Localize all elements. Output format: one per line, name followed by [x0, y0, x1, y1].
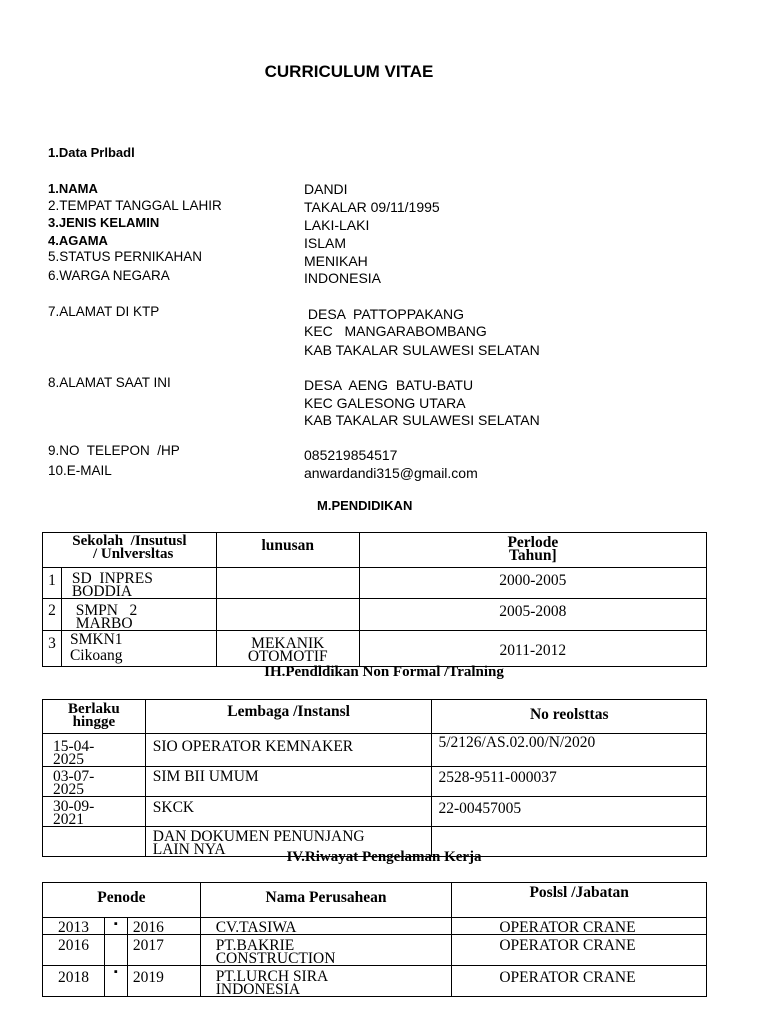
header-nama-perusahaan: Nama Perusahean	[200, 883, 452, 918]
table-row	[43, 767, 707, 797]
label-alamat-saat-ini: 8.ALAMAT SAAT INI	[48, 375, 171, 390]
page-title: CURRICULUM VITAE	[264, 62, 434, 81]
value-jenis-kelamin: LAKI-LAKI	[304, 217, 370, 233]
value-status-pernikahan: MENIKAH	[304, 253, 368, 269]
header-no-registrasi: No reolsttas	[432, 700, 707, 734]
label-warga-negara: 6.WARGA NEGARA	[48, 268, 170, 283]
value-telepon: 085219854517	[304, 447, 398, 463]
period-from: 2016	[43, 935, 105, 966]
valid-until: 03-07- 2025	[43, 767, 146, 797]
company-name: PT.BAKRIE CONSTRUCTION	[200, 935, 452, 966]
registration-number: 22-00457005	[432, 797, 707, 827]
label-nama: 1.NAMA	[48, 181, 98, 196]
header-periode: Perlode Tahun]	[359, 533, 706, 568]
alamat-ktp-line-1: DESA PATTOPPAKANG	[304, 306, 465, 322]
valid-until: 15-04- 2025	[43, 734, 146, 767]
institution: DAN DOKUMEN PENUNJANG LAIN NYA	[145, 827, 432, 857]
period-separator: ▪	[104, 918, 127, 935]
registration-number: 2528-9511-000037	[432, 767, 707, 797]
table-row	[43, 734, 707, 767]
pendidikan-table	[42, 532, 707, 667]
value-warga-negara: INDONESIA	[304, 270, 382, 286]
institution: SIM BII UMUM	[145, 767, 432, 797]
header-jurusan: lunusan	[216, 533, 359, 568]
alamat-ktp-line-2: KEC MANGARABOMBANG	[304, 323, 487, 339]
period-to: 2019	[127, 966, 200, 997]
section-heading-non-formal: IH.Pendldikan Non Formal /Tralning	[264, 664, 504, 680]
table-row	[43, 797, 707, 827]
section-heading-pengalaman: IV.Riwayat Pengelaman Kerja	[286, 849, 482, 865]
company-name: PT.LURCH SIRA INDONESIA	[200, 966, 452, 997]
period: 2005-2008	[359, 599, 706, 631]
institution: SKCK	[145, 797, 432, 827]
table-row	[43, 568, 707, 599]
header-lembaga: Lembaga /Instansl	[145, 700, 432, 734]
label-tempat-tanggal-lahir: 2.TEMPAT TANGGAL LAHIR	[48, 198, 222, 213]
label-alamat-ktp: 7.ALAMAT DI KTP	[48, 304, 160, 319]
label-telepon: 9.NO TELEPON /HP	[48, 443, 180, 458]
position: OPERATOR CRANE	[452, 935, 707, 966]
period: 2011-2012	[359, 631, 706, 667]
row-number: 3	[43, 631, 62, 667]
table-header-row	[43, 700, 707, 734]
table-header-row	[43, 533, 707, 568]
alamat-saat-line-1: DESA AENG BATU-BATU	[304, 377, 474, 393]
alamat-saat-line-2: KEC GALESONG UTARA	[304, 395, 466, 411]
period-separator	[104, 935, 127, 966]
label-jenis-kelamin: 3.JENIS KELAMIN	[48, 215, 160, 230]
section-heading-data-pribadi: 1.Data Prlbadl	[48, 145, 135, 160]
school-name: SD INPRES BODDIA	[61, 568, 216, 599]
school-name: SMPN 2 MARBO	[61, 599, 216, 631]
table-row	[43, 599, 707, 631]
row-number: 2	[43, 599, 62, 631]
alamat-saat-line-3: KAB TAKALAR SULAWESI SELATAN	[304, 412, 540, 428]
value-agama: ISLAM	[304, 235, 347, 251]
alamat-ktp-line-3: KAB TAKALAR SULAWESI SELATAN	[304, 342, 540, 358]
institution: SIO OPERATOR KEMNAKER	[145, 734, 432, 767]
period-to: 2016	[127, 918, 200, 935]
label-status-pernikahan: 5.STATUS PERNIKAHAN	[48, 249, 203, 264]
registration-number: 5/2126/AS.02.00/N/2020	[432, 734, 707, 767]
section-heading-pendidikan: M.PENDIDIKAN	[317, 498, 413, 513]
school-name: SMKN1 Cikoang	[61, 631, 216, 667]
row-number: 1	[43, 568, 62, 599]
company-name: CV.TASIWA	[200, 918, 452, 935]
non-formal-table	[42, 699, 707, 857]
value-email: anwardandi315@gmail.com	[304, 465, 478, 481]
header-sekolah: Sekolah /Insutusl / Unlversltas	[43, 533, 217, 568]
label-email: 10.E-MAIL	[48, 463, 112, 478]
period-from: 2013	[43, 918, 105, 935]
label-agama: 4.AGAMA	[48, 233, 108, 248]
header-posisi: Poslsl /Jabatan	[452, 883, 707, 918]
valid-until: 30-09- 2021	[43, 797, 146, 827]
value-nama: DANDI	[304, 181, 348, 197]
table-row	[43, 966, 707, 997]
header-periode: Penode	[43, 883, 201, 918]
period-separator: ▪	[104, 966, 127, 997]
position: OPERATOR CRANE	[452, 918, 707, 935]
position: OPERATOR CRANE	[452, 966, 707, 997]
header-berlaku: Berlaku hingge	[43, 700, 146, 734]
major	[216, 599, 359, 631]
table-row	[43, 935, 707, 966]
major: MEKANIK OTOMOTIF	[216, 631, 359, 667]
period-to: 2017	[127, 935, 200, 966]
table-row	[43, 918, 707, 935]
period: 2000-2005	[359, 568, 706, 599]
value-tempat-tanggal-lahir: TAKALAR 09/11/1995	[304, 199, 440, 215]
period-from: 2018	[43, 966, 105, 997]
pengalaman-table	[42, 882, 707, 997]
major	[216, 568, 359, 599]
table-header-row	[43, 883, 707, 918]
table-row	[43, 631, 707, 667]
